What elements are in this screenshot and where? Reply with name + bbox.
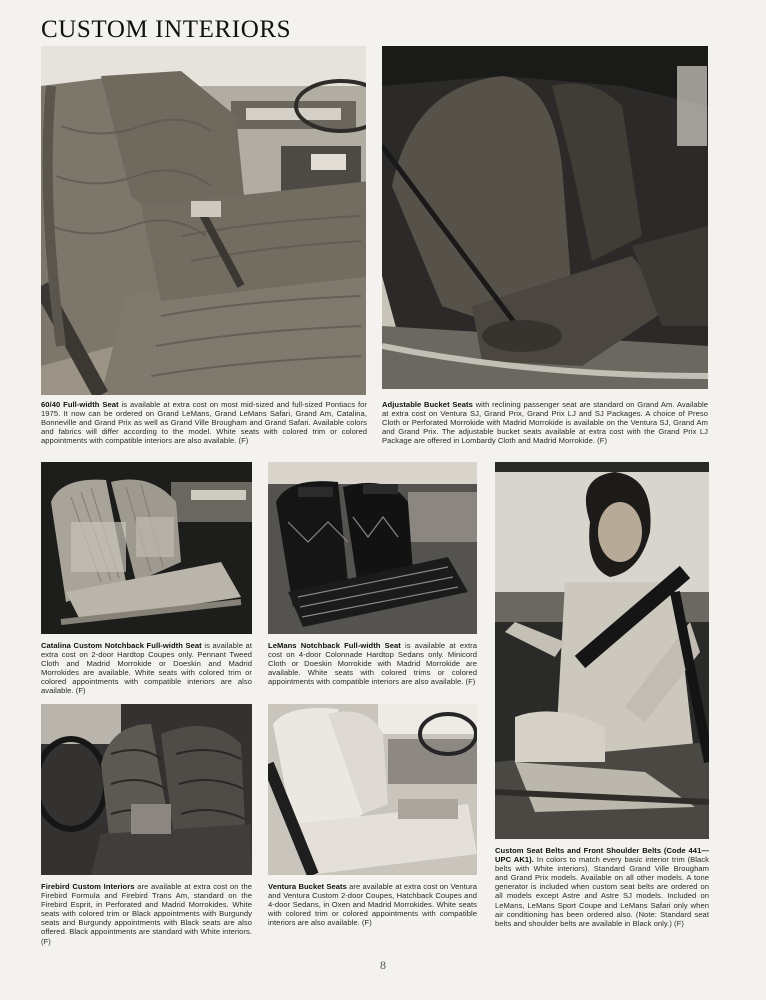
caption-body: In colors to match every basic interior trim (Black belts with White interiors). Standard Grand Ville Brougham and Grand Prix models. Available on all other models. A tone generator is included when custom seat belts are ordered on all models except Astre and Astre SJ models. Included on LeMans, LeMans Sport Coupe and LeMans Safari only when air conditioning has been ordered also. (Note: Standard seat belts and shoulder belts are available in Black only.) (F) (495, 855, 709, 928)
caption-adjustable-bucket-seats (382, 400, 708, 445)
caption-body: is available at extra cost on most mid-sized and full-sized Pontiacs for 1975. It now can be ordered on Grand LeMans, Grand LeMans Safari, Grand Am, Catalina, Bonneville and Grand Prix as well as Grand Ville Brougham and Grand Safari. Available colors and fabrics will differ according to the model. White seats with colored trim or colored appointments with compatible interiors are also available. (F) (41, 400, 367, 446)
photo-custom-seat-belts (495, 462, 709, 839)
caption-lemans-notchback-seat (268, 641, 477, 686)
caption-ventura-bucket-seats (268, 882, 477, 927)
caption-heading: Firebird Custom Interiors (41, 882, 135, 891)
photo-firebird-custom-interiors (41, 704, 252, 875)
caption-body: are available at extra cost on Ventura and Ventura Custom 2-door Coupes, Hatchback Coupes and 4-door Sedans, in Oxen and Madrid Morrokides. White seats with colored trim or colored appointments with compatible interiors are also available. (F) (268, 882, 477, 928)
caption-60-40-seat (41, 400, 367, 445)
caption-heading: Catalina Custom Notchback Full-width Seat (41, 641, 202, 650)
caption-body: with reclining passenger seat are standard on Grand Am. Available at extra cost on Ventura SJ, Grand Prix, Grand Prix LJ and SJ Packages. A choice of Preso Cloth or Perforated Morrokide with Madrid Morrokide is available on the Ventura SJ, Grand Am and Grand Prix. The adjustable bucket seats available at extra cost with the Grand Prix LJ Package are offered in Lombardy Cloth and Madrid Morrokide. (F) (382, 400, 708, 446)
photo-60-40-seat (41, 46, 366, 395)
caption-body: is available at extra cost on 4-door Colonnade Hardtop Sedans only. Minicord Cloth or Doeskin Morrokide with Madrid Morrokide are available. White seats with colored trims or colored appointments with compatible interiors are also available. (F) (268, 641, 477, 687)
page-number: 8 (380, 958, 386, 972)
photo-adjustable-bucket-seats (382, 46, 708, 389)
page-title: CUSTOM INTERIORS (41, 16, 292, 43)
caption-heading: Adjustable Bucket Seats (382, 400, 473, 409)
caption-custom-seat-belts (495, 846, 709, 928)
photo-lemans-notchback-seat (268, 462, 477, 634)
photo-catalina-notchback-seat (41, 462, 252, 634)
caption-catalina-notchback-seat (41, 641, 252, 696)
caption-heading: Custom Seat Belts and Front Shoulder Belts (Code 441—UPC AK1). (495, 846, 709, 865)
caption-heading: 60/40 Full-width Seat (41, 400, 119, 409)
caption-firebird-custom-interiors (41, 882, 252, 946)
caption-body: are available at extra cost on the Firebird Formula and Firebird Trans Am, standard on the Firebird Esprit, in Perforated and Madrid Morrokides. White seats with colored trim or Black appointments with Burgundy seats and Burgundy appointments with Black seats are also offered. Black appointments are standard with White interiors. (F) (41, 882, 252, 946)
photo-ventura-bucket-seats (268, 704, 477, 875)
caption-heading: LeMans Notchback Full-width Seat (268, 641, 401, 650)
caption-heading: Ventura Bucket Seats (268, 882, 347, 891)
caption-body: is available at extra cost on 2-door Hardtop Coupes only. Pennant Tweed Cloth and Madrid Morrokide or Doeskin and Madrid Morrokides are available. White seats with colored trim or colored appointments with compatible interiors are also available. (F) (41, 641, 252, 696)
